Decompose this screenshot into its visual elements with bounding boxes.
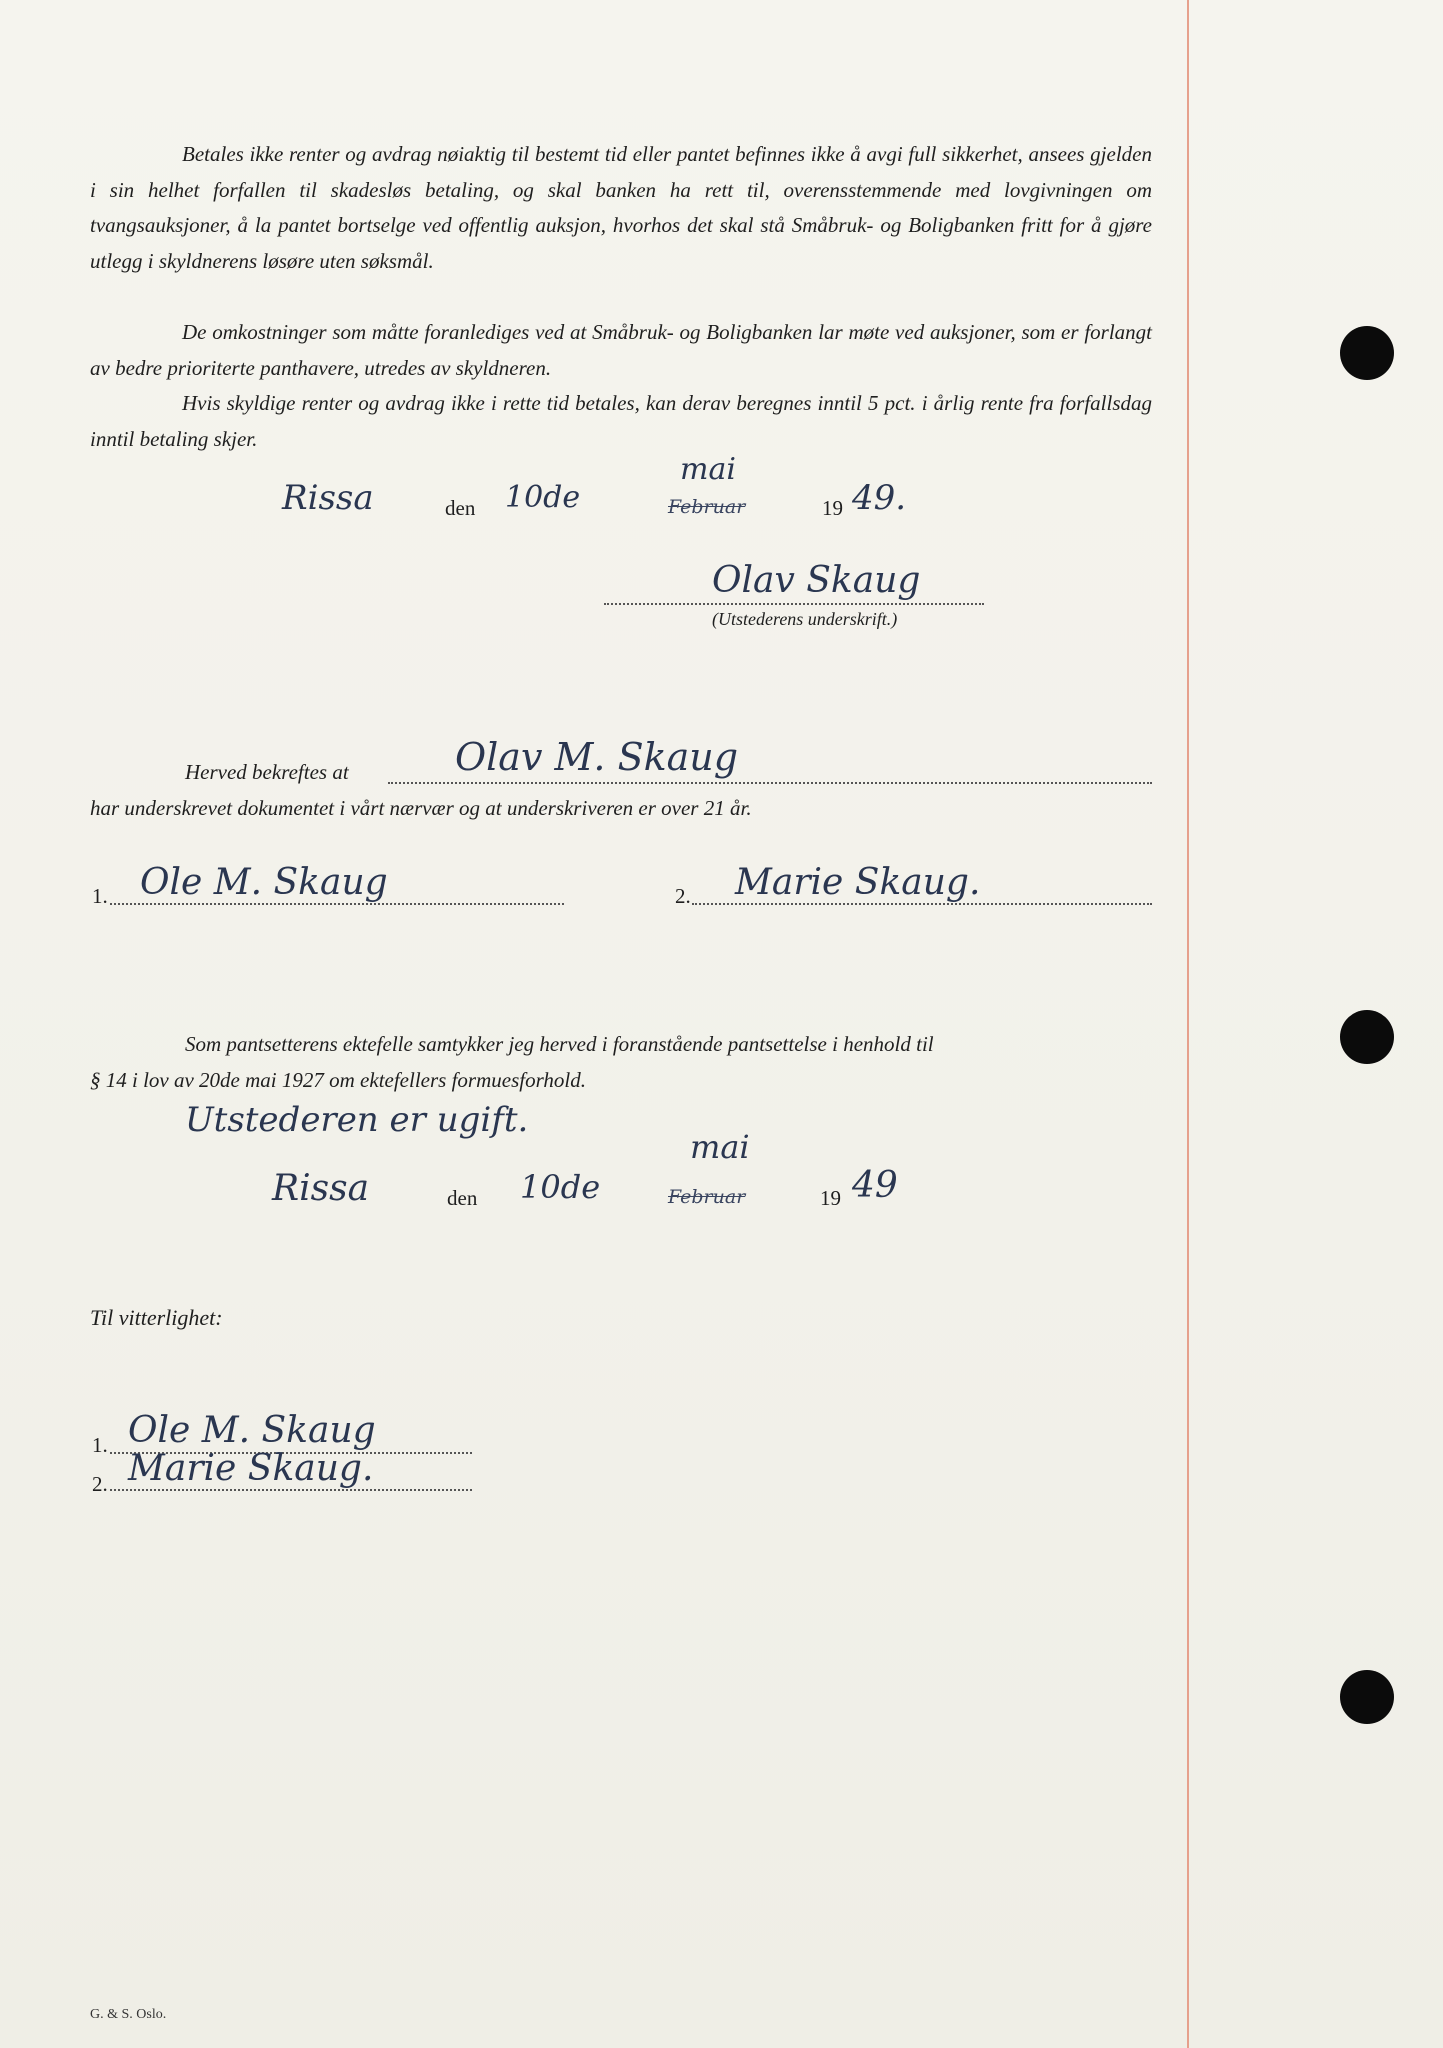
witness-2-line (110, 1489, 472, 1491)
date1-den: den (445, 496, 476, 520)
witness-a-line (110, 903, 564, 905)
date1-day: 10de (505, 480, 581, 515)
witness-heading: Til vitterlighet: (90, 1305, 223, 1330)
witness-b-line (692, 903, 1152, 905)
paragraph-interest: Hvis skyldige renter og avdrag ikke i rette tid betales, kan derav beregnes inntil 5 pct. i årlig rente fra forfallsdag inntil betaling skjer. (90, 391, 1152, 451)
date1-year-prefix: 19 (822, 496, 843, 520)
consent-line-1: Som pantsetterens ektefelle samtykker jeg herved i foranstående pantsettelse i henhold til (185, 1032, 934, 1056)
date2-month-struck: Februar (668, 1186, 746, 1208)
date2-month-handwritten: mai (690, 1128, 750, 1166)
witness-b-signature: Marie Skaug. (735, 862, 981, 903)
date1-month-handwritten: mai (680, 452, 736, 487)
date1-year-suffix: 49. (852, 478, 907, 518)
date2-year-suffix: 49 (852, 1165, 898, 1206)
issuer-signature-line (604, 603, 984, 605)
date2-den: den (447, 1186, 478, 1210)
witness-a-number: 1. (92, 884, 108, 908)
witness-2-signature: Marie Skaug. (128, 1448, 374, 1489)
witness-2-number: 2. (92, 1472, 108, 1496)
issuer-signature: Olav Skaug (712, 560, 921, 601)
witness-a-signature: Ole M. Skaug (140, 862, 388, 903)
punch-hole-top (1340, 326, 1394, 380)
punch-hole-middle (1340, 1010, 1394, 1064)
date2-year-prefix: 19 (820, 1186, 841, 1210)
consent-line-2: § 14 i lov av 20de mai 1927 om ektefellers formuesforhold. (90, 1068, 586, 1092)
witness-1-signature: Ole M. Skaug (128, 1410, 376, 1451)
paragraph-default-terms: Betales ikke renter og avdrag nøiaktig til bestemt tid eller pantet befinnes ikke å avgi full sikkerhet, ansees gjelden i sin helhet forfallen til skadesløs betaling, og skal banken ha rett til, overensstemmende med lovgivningen om tvangsauksjoner, å la pantet bortselge ved offentlig auksjon, hvorhos det skal stå Småbruk- og Boligbanken fritt for å gjøre utlegg i skyldnerens løsøre uten søksmål. (90, 142, 1152, 273)
printer-imprint: G. & S. Oslo. (90, 2007, 167, 2022)
consent-handwritten-note: Utstederen er ugift. (185, 1100, 529, 1140)
paragraph-auction-costs: De omkostninger som måtte foranlediges ved at Småbruk- og Boligbanken lar møte ved auksjoner, som er forlangt av bedre prioriterte panthavere, utredes av skyldneren. (90, 320, 1152, 380)
date1-month-struck: Februar (668, 496, 746, 518)
date2-place: Rissa (272, 1168, 370, 1209)
confirmation-body: har underskrevet dokumentet i vårt nærvær og at underskriveren er over 21 år. (90, 796, 752, 820)
punch-hole-bottom (1340, 1670, 1394, 1724)
confirmation-name-line (388, 782, 1152, 784)
witness-b-number: 2. (675, 884, 691, 908)
confirmation-intro: Herved bekreftes at (185, 760, 349, 784)
date1-place: Rissa (282, 478, 374, 518)
issuer-signature-caption: (Utstederens underskrift.) (712, 609, 898, 629)
red-margin-line (1187, 0, 1189, 2048)
date2-day: 10de (520, 1168, 601, 1206)
witness-1-number: 1. (92, 1433, 108, 1457)
confirmation-name: Olav M. Skaug (455, 735, 739, 779)
